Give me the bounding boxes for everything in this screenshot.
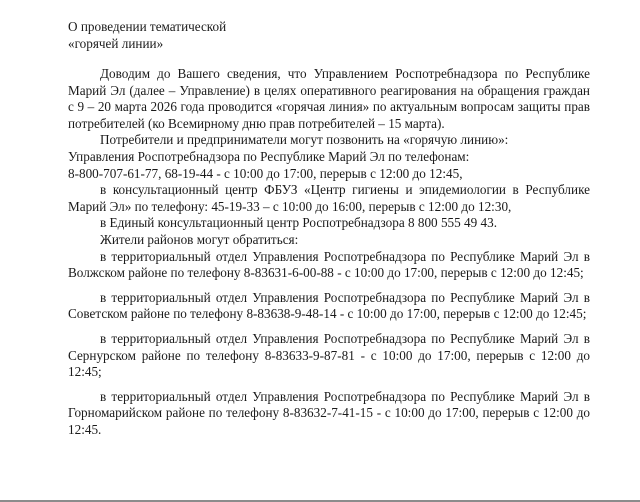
district-paragraph-sovetsky: в территориальный отдел Управления Роспотребнадзора по Республике Марий Эл в Советском районе по телефону 8-83638-9-48-14 - с 10:00 до 17:00, перерыв с 12:00 до 12:45; bbox=[68, 289, 590, 322]
contact-line-2: 8-800-707-61-77, 68-19-44 - с 10:00 до 17:00, перерыв с 12:00 до 12:45, bbox=[68, 165, 463, 181]
paragraph-spacer bbox=[68, 282, 590, 290]
paragraph-spacer bbox=[68, 381, 590, 389]
title-line-1: О проведении тематической bbox=[68, 19, 227, 34]
district-paragraph-sernursky: в территориальный отдел Управления Роспотребнадзора по Республике Марий Эл в Сернурском районе по телефону 8-83633-9-87-81 - с 10:00 до 17:00, перерыв с 12:00 до 12:45; bbox=[68, 330, 590, 380]
paragraph-spacer bbox=[68, 323, 590, 331]
contacts-intro-line: Потребители и предприниматели могут позвонить на «горячую линию»: bbox=[100, 132, 509, 148]
district-paragraph-gornomariysky: в территориальный отдел Управления Роспотребнадзора по Республике Марий Эл в Горномарийском районе по телефону 8-83632-7-41-15 - с 10:00 до 17:00, перерыв с 12:00 до 12:45. bbox=[68, 388, 590, 437]
title-line-2: «горячей линии» bbox=[68, 36, 164, 51]
contacts-intro bbox=[68, 132, 590, 182]
contact-line-1: Управления Роспотребнадзора по Республике Марий Эл по телефонам: bbox=[68, 148, 470, 164]
document-title bbox=[68, 18, 590, 52]
unified-center-block bbox=[68, 215, 590, 248]
consult-center-paragraph: в консультационный центр ФБУЗ «Центр гигиены и эпидемиологии в Республике Марий Эл» по телефону: 45-19-33 – с 10:00 до 16:00, перерыв с 12:00 до 12:30, bbox=[68, 182, 590, 214]
unified-center-line: в Единый консультационный центр Роспотребнадзора 8 800 555 49 43. bbox=[100, 215, 497, 231]
districts-intro: Жители районов могут обратиться: bbox=[100, 231, 299, 247]
district-paragraph-volzhsky: в территориальный отдел Управления Роспотребнадзора по Республике Марий Эл в Волжском районе по телефону 8-83631-6-00-88 - с 10:00 до 17:00, перерыв с 12:00 до 12:45; bbox=[68, 248, 590, 281]
intro-paragraph: Доводим до Вашего сведения, что Управлением Роспотребнадзора по Республике Марий Эл (далее – Управление) в целях оперативного реагирования на обращения граждан с 9 – 20 марта 2026 года проводится «горячая линия» по актуальным вопросам защиты прав потребителей (ко Всемирному дню прав потребителей – 15 марта). bbox=[68, 66, 590, 131]
